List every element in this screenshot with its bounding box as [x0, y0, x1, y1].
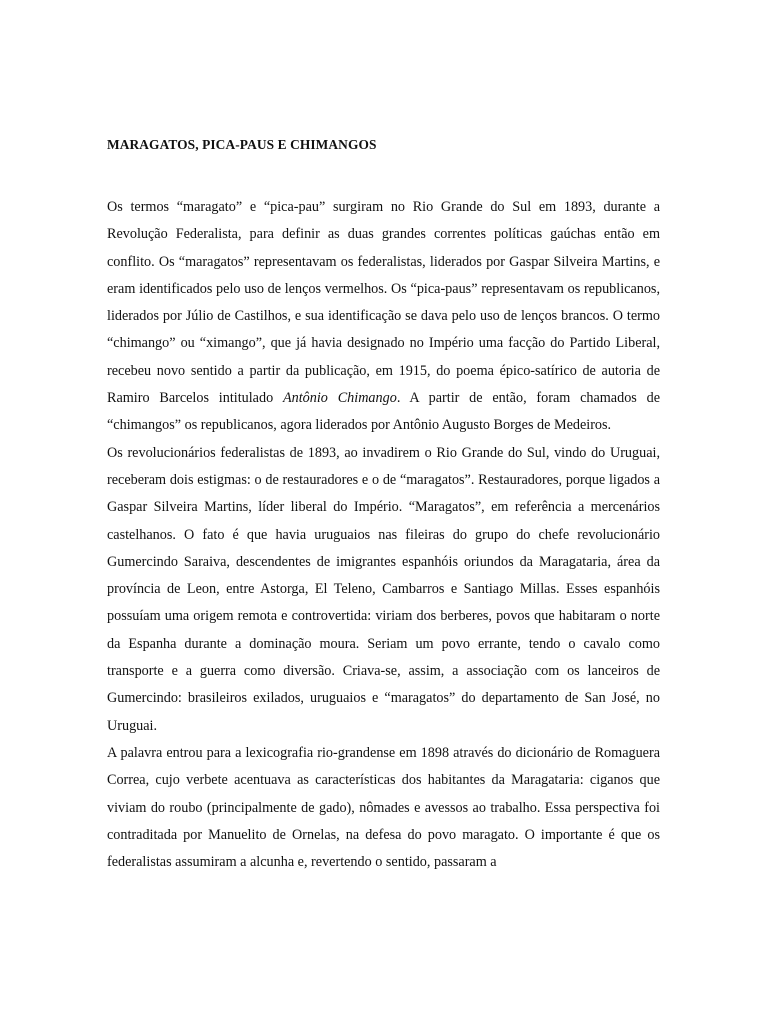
paragraph-3: A palavra entrou para a lexicografia rio-grandense em 1898 através do dicionário de Romaguera Correa, cujo verbete acentuava as características dos habitantes da Maragataria: ciganos que viviam do roubo (principalmente de gado), nômades e avessos ao trabalho. Essa perspectiva foi contraditada por Manuelito de Ornelas, na defesa do povo maragato. O importante é que os federalistas assumiram a alcunha e, revertendo o sentido, passaram a	[107, 744, 660, 871]
paragraph-1	[107, 194, 660, 440]
paragraph-1-text-a: Os termos “maragato” e “pica-pau” surgiram no Rio Grande do Sul em 1893, durante a Revolução Federalista, para definir as duas grandes correntes políticas gaúchas então em conflito. Os “maragatos” representavam os federalistas, liderados por Gaspar Silveira Martins, e eram identificados pelo uso de lenços vermelhos. Os “pica-paus” representavam os republicanos, liderados por Júlio de Castilhos, e sua identificação se dava pelo uso de lenços brancos. O termo “chimango” ou “ximango”, que já havia designado no Império uma facção do Partido Liberal, recebeu novo sentido a partir da publicação, em 1915, do poema épico-satírico de autoria de Ramiro Barcelos intitulado	[107, 199, 660, 407]
paragraph-2: Os revolucionários federalistas de 1893, ao invadirem o Rio Grande do Sul, vindo do Uruguai, receberam dois estigmas: o de restauradores e o de “maragatos”. Restauradores, porque ligados a Gaspar Silveira Martins, líder liberal do Império. “Maragatos”, em referência a mercenários castelhanos. O fato é que havia uruguaios nas fileiras do grupo do chefe revolucionário Gumercindo Saraiva, descendentes de imigrantes espanhóis oriundos da Maragataria, área da província de Leon, entre Astorga, El Teleno, Cambarros e Santiago Millas. Esses espanhóis possuíam uma origem remota e controvertida: viriam dos berberes, povos que habitaram o norte da Espanha durante a dominação moura. Seriam um povo errante, tendo o cavalo como transporte e a guerra como diversão. Criava-se, assim, a associação com os lanceiros de Gumercindo: brasileiros exilados, uruguaios e “maragatos” do departamento de San José, no Uruguai.	[107, 444, 660, 734]
poem-title: Antônio Chimango	[282, 390, 397, 407]
document-title: MARAGATOS, PICA-PAUS E CHIMANGOS	[107, 137, 377, 152]
paragraph-1-text-b: . A partir de então, foram chamados de “chimangos” os republicanos, agora liderados por Antônio Augusto Borges de Medeiros.	[107, 390, 660, 434]
document-body	[107, 136, 660, 876]
